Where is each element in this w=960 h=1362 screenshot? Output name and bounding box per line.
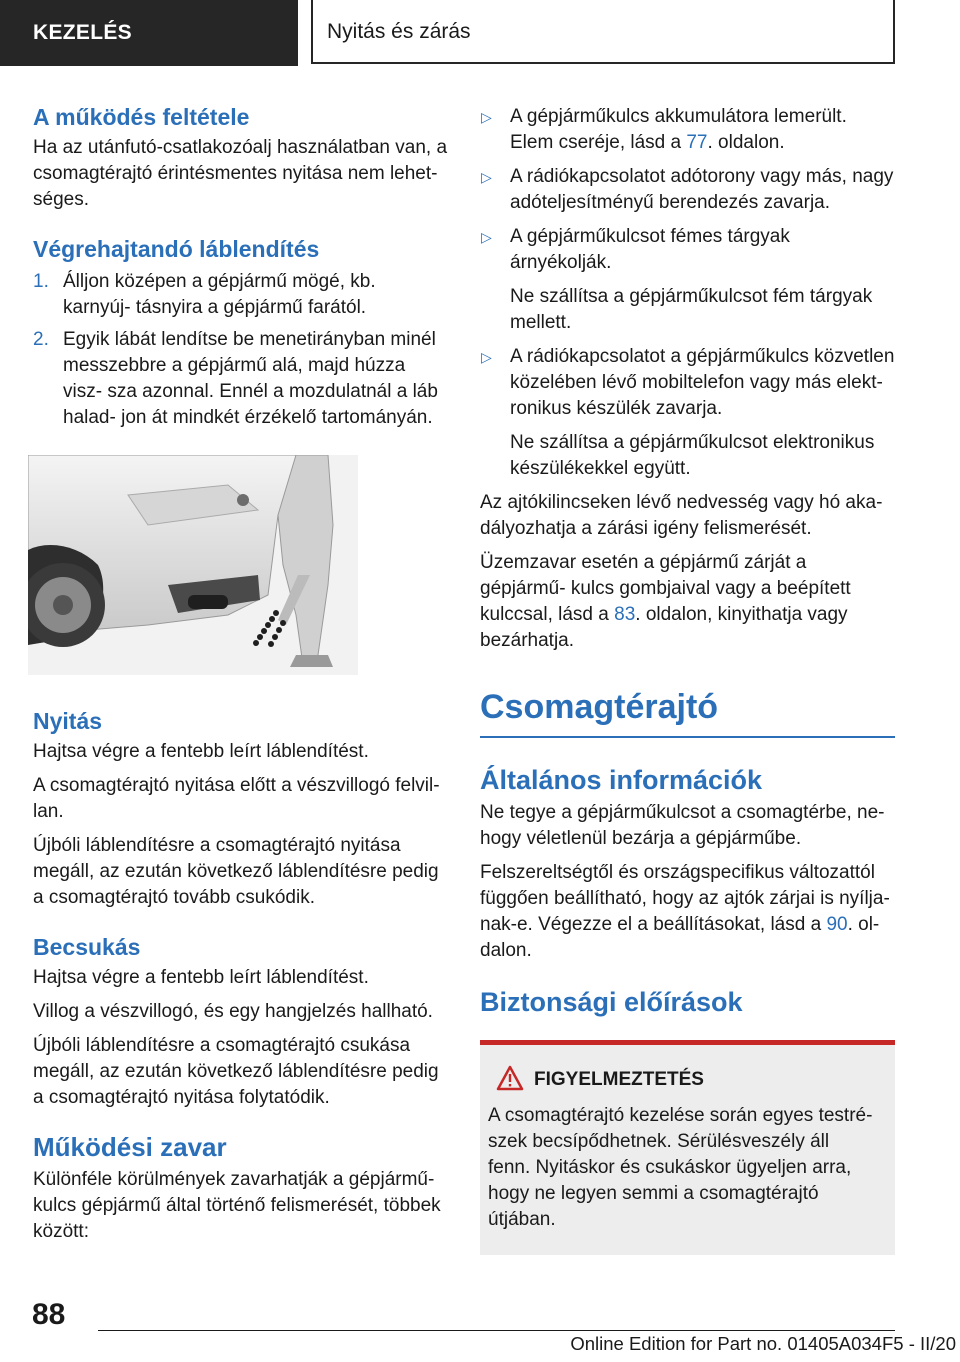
list-item (480, 344, 895, 482)
condition-text: Ha az utánfutó-csatlakozóalj használatban van, a csomagtérajtó érintésmentes nyitása nem lehet- séges. (33, 137, 448, 210)
section-label: KEZELÉS (0, 0, 298, 66)
footer-divider (98, 1330, 895, 1331)
list-item-note: Ne szállítsa a gépjárműkulcsot elektronikus készülékekkel együtt. (510, 432, 875, 479)
close-text-3: Újbóli láblendítésre a csomagtérajtó csukása megáll, az ezután következő láblendítésre pedig a csomagtérajtó nyitása folytatódik. (33, 1035, 439, 1108)
open-text-1: Hajtsa végre a fentebb leírt láblendítést. (33, 741, 369, 762)
triangle-bullet-icon: ▷ (481, 169, 492, 185)
page-number: 88 (32, 1298, 66, 1331)
list-item (480, 164, 895, 216)
car-rear-illustration (28, 455, 358, 675)
right-column (480, 100, 895, 1255)
list-item (480, 104, 895, 156)
open-text-2: A csomagtérajtó nyitása előtt a vészvillogó felvil- lan. (33, 775, 440, 822)
close-text-1: Hajtsa végre a fentebb leírt láblendítést. (33, 967, 369, 988)
heading-general-info: Általános információk (480, 765, 763, 795)
warning-title: FIGYELMEZTETÉS (534, 1069, 704, 1090)
general-text-1: Ne tegye a gépjárműkulcsot a csomagtérbe, ne- hogy véletlenül bezárja a gépjárműbe. (480, 802, 885, 849)
page-header (0, 0, 960, 66)
heading-safety: Biztonsági előírások (480, 987, 743, 1017)
warning-box (480, 1040, 895, 1255)
warning-text: A csomagtérajtó kezelése során egyes testré- szek becsípődhetnek. Sérülésveszély áll fenn. Nyitáskor és csukáskor ügyeljen arra, hogy ne legyen semmi a csomagtérajtó útjában. (488, 1105, 873, 1230)
list-item-text: A rádiókapcsolatot adótorony vagy más, nagy adóteljesítményű berendezés zavarja. (510, 166, 894, 213)
warning-triangle-icon (496, 1065, 524, 1099)
chapter-label: Nyitás és zárás (311, 0, 895, 64)
page-link[interactable]: 90 (826, 914, 848, 935)
list-item-text: A gépjárműkulcs akkumulátora lemerült. (510, 106, 847, 127)
list-item-text: A gépjárműkulcsot fémes tárgyak árnyékolják. (510, 226, 790, 273)
handle-moisture-text: Az ajtókilincseken lévő nedvesség vagy hó aka- dályozhatja a zárási igény felismerését. (480, 492, 883, 539)
step-item (33, 327, 448, 431)
edition-note: Online Edition for Part no. 01405A034F5 - II/20 (570, 1333, 956, 1354)
heading-open: Nyitás (33, 708, 103, 734)
malfunction-text: Különféle körülmények zavarhatják a gépjármű- kulcs gépjármű által történő felismerését, többek között: (33, 1169, 441, 1242)
step-item (33, 269, 448, 321)
list-item (480, 224, 895, 336)
fault-unlock-text: Üzemzavar esetén a gépjármű zárját a gépjármű- kulcs gombjaival vagy a beépített kulccsal, lásd a 83. oldalon, kinyithatja vagy bezárhatja. (480, 552, 851, 651)
triangle-bullet-icon: ▷ (481, 109, 492, 125)
heading-close: Becsukás (33, 934, 141, 960)
steps-list (33, 269, 448, 431)
heading-condition: A működés feltétele (33, 104, 250, 130)
list-item-text: A rádiókapcsolatot a gépjárműkulcs közvetlen közelében lévő mobiltelefon vagy más elekt- ronikus készülék zavarja. (510, 346, 895, 419)
step-number: 2. (33, 329, 49, 350)
page-link[interactable]: 77 (686, 132, 708, 153)
step-text: Egyik lábát lendítse be menetirányban minél messzebbre a gépjármű alá, majd húzza visz- sza azonnal. Ennél a mozdulatnál a láb halad- jon át mindkét érzékelő tartományán. (63, 329, 438, 428)
heading-trunk-lid: Csomagtérajtó (480, 684, 895, 738)
open-text-3: Újbóli láblendítésre a csomagtérajtó nyitása megáll, az ezután következő láblendítésre pedig a csomagtérajtó tovább csukódik. (33, 835, 439, 908)
list-item-reference: Elem cseréje, lásd a 77. oldalon. (510, 132, 785, 153)
left-column (33, 100, 448, 1245)
triangle-bullet-icon: ▷ (481, 229, 492, 245)
heading-malfunction: Működési zavar (33, 1132, 227, 1162)
step-text: Álljon középen a gépjármű mögé, kb. karnyúj- tásnyira a gépjármű farától. (63, 271, 376, 318)
general-text-2: Felszereltségtől és országspecifikus változattól függően beállítható, hogy az ajtók zárjai is nyílja- nak-e. Végezze el a beállításokat, lásd a 90. ol- dalon. (480, 862, 890, 961)
kick-illustration (28, 455, 358, 675)
page-link[interactable]: 83 (614, 604, 636, 625)
list-item-note: Ne szállítsa a gépjárműkulcsot fém tárgyak mellett. (510, 286, 873, 333)
triangle-bullet-icon: ▷ (481, 349, 492, 365)
heading-kick-gesture: Végrehajtandó láblendítés (33, 236, 320, 262)
step-number: 1. (33, 271, 49, 292)
close-text-2: Villog a vészvillogó, és egy hangjelzés hallható. (33, 1001, 433, 1022)
